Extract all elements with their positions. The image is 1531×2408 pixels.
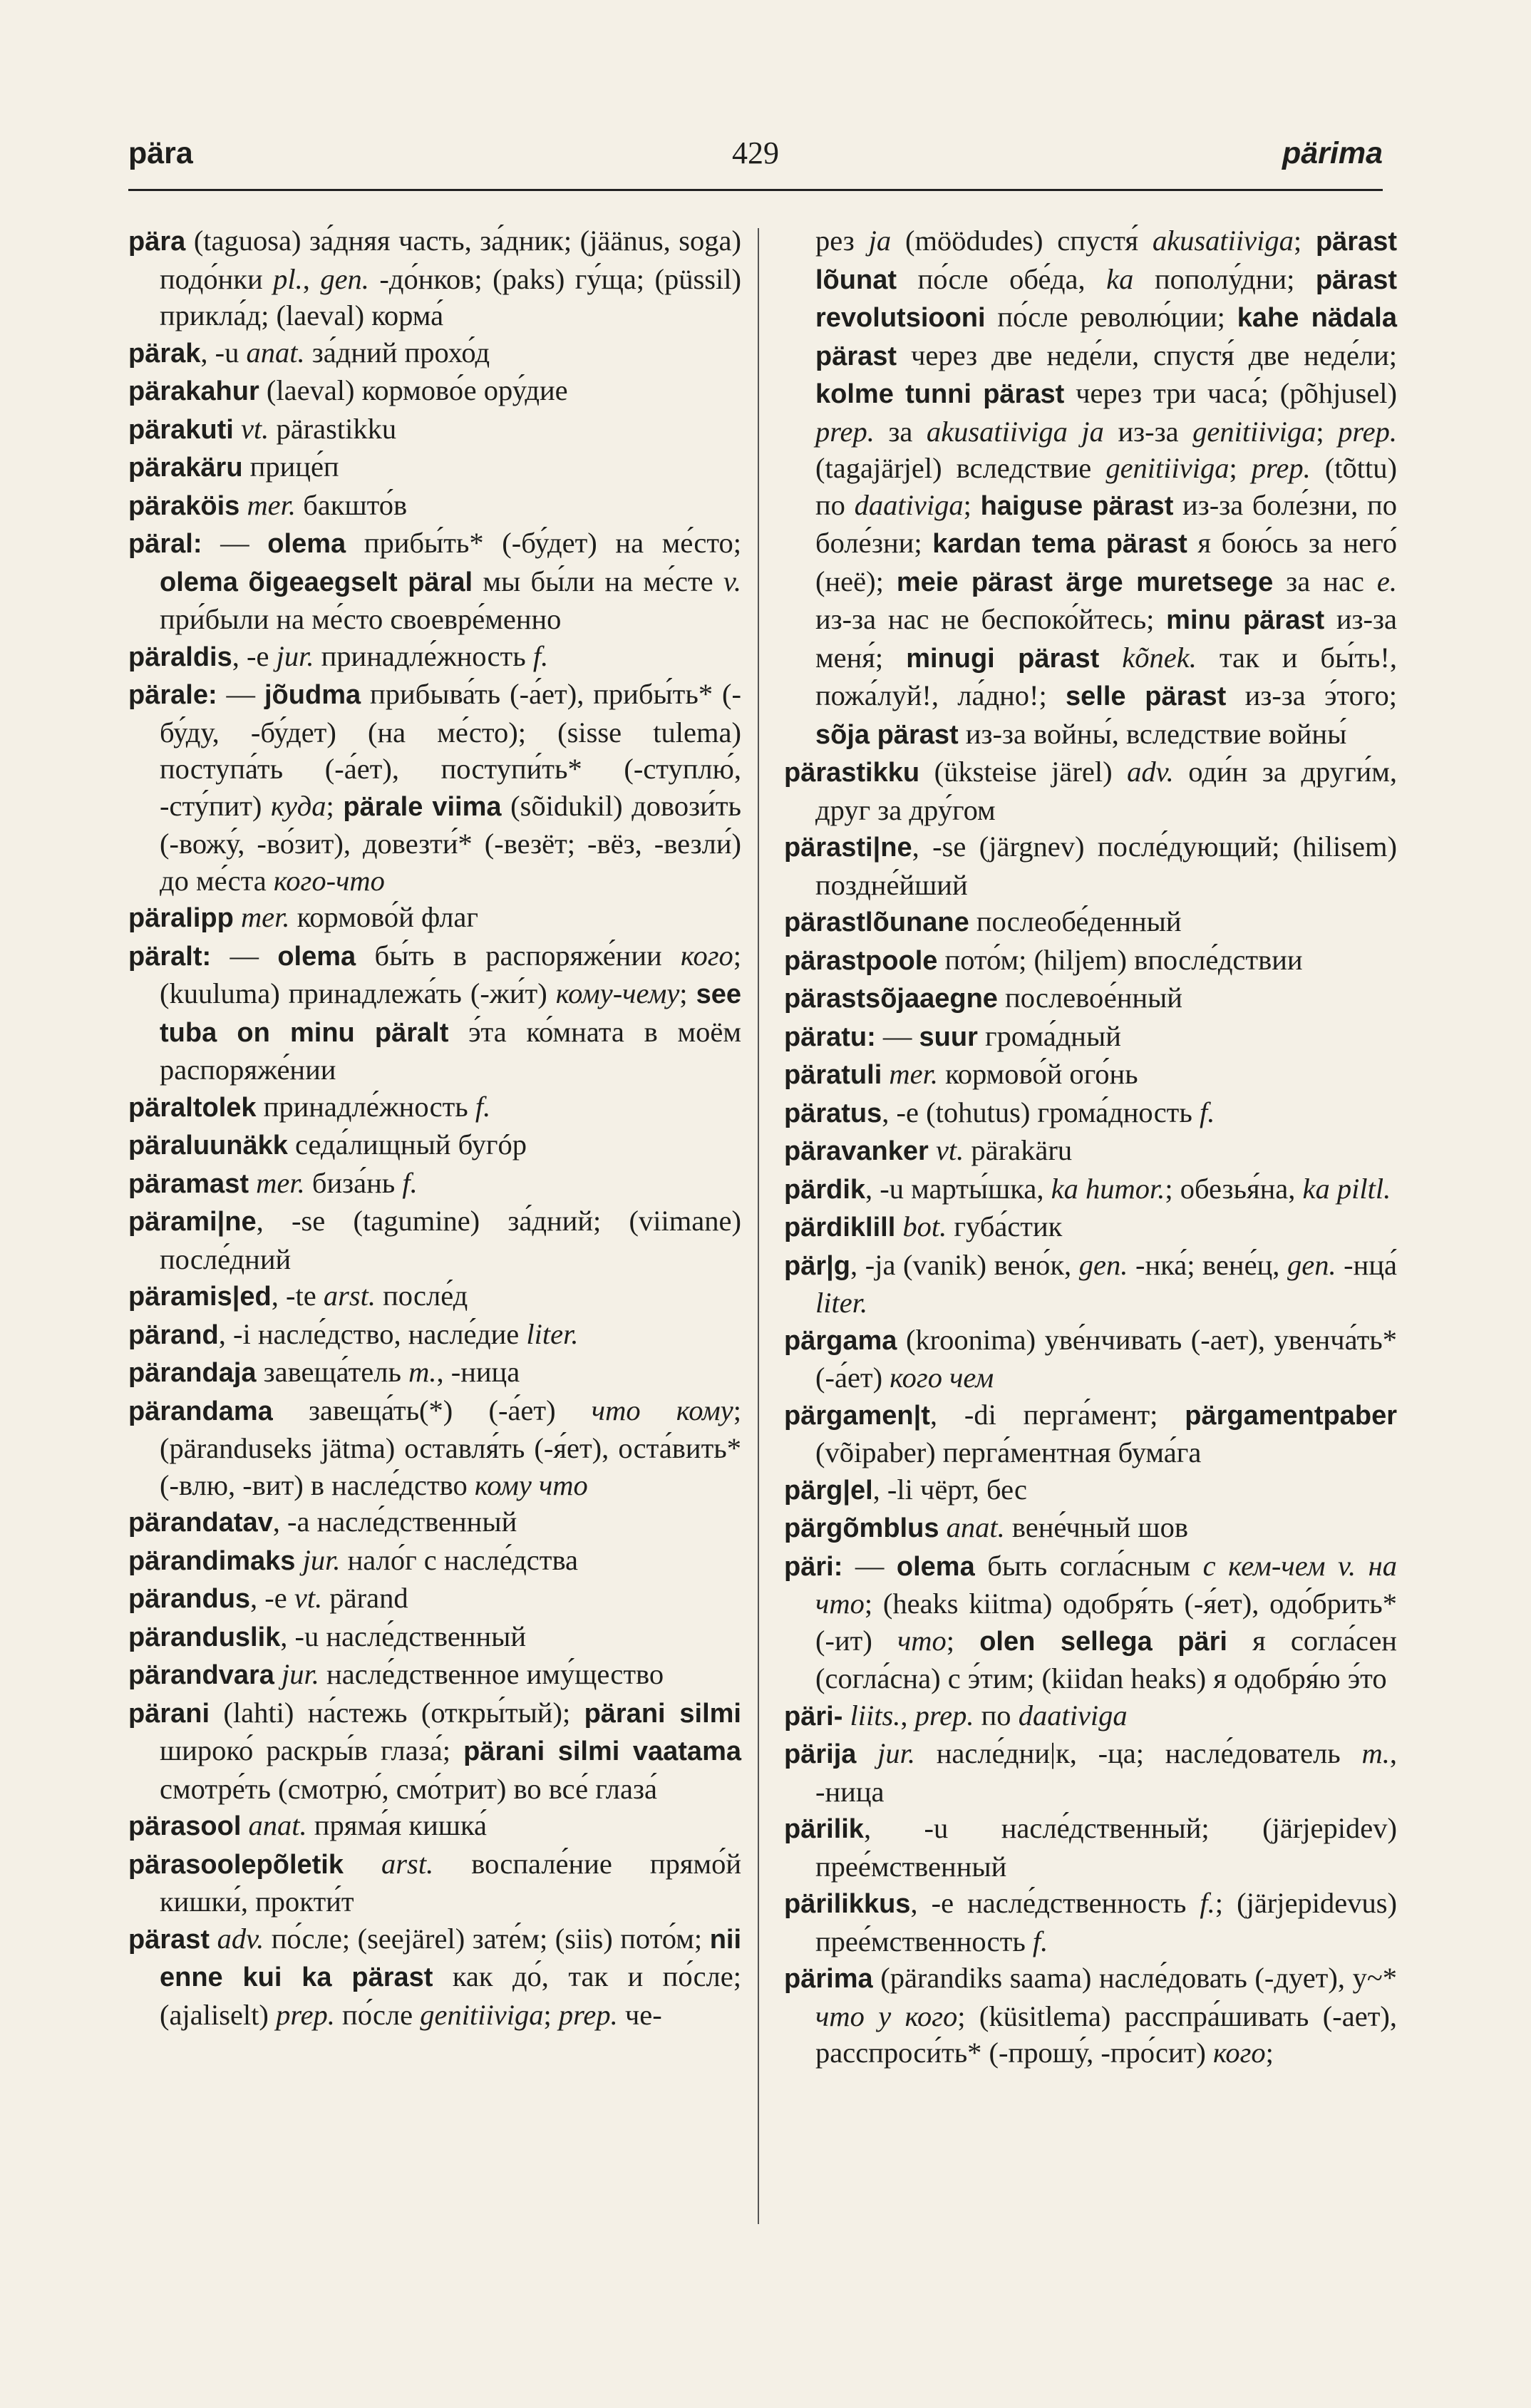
dictionary-entry: pärakäru прице́п — [128, 451, 339, 483]
page-header — [128, 132, 1383, 189]
dictionary-entry: pärastikku (üksteise järel) adv. оди́н за други́м, друг за дру́гом — [784, 756, 1397, 826]
dictionary-entry: pärandus, -e vt. pärand — [128, 1582, 408, 1614]
dictionary-entry: päratu: — suur грома́дный — [784, 1019, 1121, 1052]
dictionary-entry: рез ja (möödudes) спустя́ akusatiiviga; pärast lõunat по́сле обе́да, ka пополу́дни; pärast revolutsiooni по́сле револю́ции; kahe nädala pärast через две неде́ли, спустя́ две неде́ли; kolme tunni pärast через три часа́; (põhjusel) prep. за akusatiiviga ja из-за genitiiviga; prep. (tagajärjel) вследствие genitiiviga; prep. (tõttu) по daativiga; haiguse pärast из-за боле́зни, по боле́зни; kardan tema pärast я бою́сь за него́ (неё); meie pärast ärge muretsege за нас e. из-за нас не беспоко́йтесь; minu pärast из-за меня́; minugi pärast kõnek. так и бы́ть!, пожа́луй!, ла́дно!; selle pärast из-за э́того; sõja pärast из-за войны́, вследствие войны́ — [815, 225, 1398, 750]
dictionary-entry: pärale: — jõudma прибыва́ть (-а́ет), прибы́ть* (-бу́ду, -бу́дет) (на ме́сто); (sisse tulema) поступа́ть (-а́ет), поступи́ть* (-ступлю́, -сту́пит) куда; pärale viima (sõidukil) довози́ть (-вожу́, -во́зит), довезти́* (-везёт; -вёз, -везли́) до ме́ста кого-что — [128, 678, 741, 897]
dictionary-entry: pärasool anat. пряма́я кишка́ — [128, 1809, 487, 1841]
dictionary-entry: pärdik, -u марты́шка, ka humor.; обезья́на, ka piltl. — [784, 1172, 1391, 1205]
dictionary-entry: pärasti|ne, -se (järgnev) после́дующий; (hilisem) поздне́йший — [784, 830, 1397, 901]
dictionary-entry: päri- liits., prep. по daativiga — [784, 1699, 1128, 1732]
dictionary-entry: päraldis, -e jur. принадле́жность f. — [128, 639, 549, 672]
header-rule — [128, 189, 1383, 191]
header-guide-word-right: pärima — [1282, 136, 1383, 170]
dictionary-entry: päranduslik, -u насле́дственный — [128, 1620, 527, 1652]
header-guide-word-left: pära — [128, 136, 193, 170]
dictionary-entry: pärilikkus, -e насле́дственность f.; (järjepidevus) прее́мственность f. — [784, 1887, 1397, 1957]
dictionary-entry: päraköis mer. бакшто́в — [128, 488, 408, 521]
dictionary-entry: pärilik, -u насле́дственный; (järjepidev) прее́мственный — [784, 1812, 1397, 1883]
dictionary-entry: pärandimaks jur. нало́г с насле́дства — [128, 1543, 579, 1576]
dictionary-entry: pärandaja завеща́тель m., -ница — [128, 1356, 520, 1388]
dictionary-entry: päral: — olema прибы́ть* (-бу́дет) на ме́сто; olema õigeaegselt päral мы бы́ли на ме́сте v. при́были на ме́сто своевре́менно — [128, 527, 741, 635]
dictionary-entry: päratuli mer. кормово́й ого́нь — [784, 1058, 1138, 1090]
dictionary-entry: pärija jur. насле́дни|к, -ца; насле́дователь m., -ница — [784, 1737, 1397, 1808]
dictionary-entry: päralipp mer. кормово́й флаг — [128, 901, 478, 933]
dictionary-entry: pärand, -i насле́дство, насле́дие liter. — [128, 1317, 579, 1350]
dictionary-entry: pärg|el, -li чёрт, бес — [784, 1473, 1028, 1506]
dictionary-entry: pärakahur (laeval) кормово́е ору́дие — [128, 374, 568, 406]
dictionary-entry: pärgamen|t, -di перга́мент; pärgamentpaber (võipaber) перга́ментная бума́га — [784, 1398, 1397, 1468]
dictionary-entry: päralt: — olema бы́ть в распоряже́нии кого; (kuuluma) принадлежа́ть (-жи́т) кому-чему; see tuba on minu päralt э́та ко́мната в моём распоряже́нии — [128, 939, 742, 1086]
dictionary-entry: päraluunäkk седа́лищный бугóр — [128, 1128, 527, 1161]
dictionary-entry: päri: — olema быть согла́сным с кем-чем v. на что; (heaks kiitma) одобря́ть (-я́ет), одо́брить* (-ит) что; olen sellega päri я согла́сен (согла́сна) с э́тим; (kiidan heaks) я одобря́ю э́то — [784, 1549, 1397, 1694]
dictionary-entry: pärgama (kroonima) уве́нчивать (-ает), увенча́ть* (-а́ет) кого чем — [784, 1323, 1397, 1394]
dictionary-entry: pärastlõunane послеобе́денный — [784, 905, 1182, 937]
dictionary-entry: pärandatav, -a насле́дственный — [128, 1506, 517, 1538]
dictionary-entry: pärima (pärandiks saama) насле́довать (-дует), у~* что у кого; (küsitlema) расспра́шивать (-ает), расспроси́ть* (-прошу́, -про́сит) кого; — [784, 1962, 1397, 2069]
dictionary-entry: pärandama завеща́ть(*) (-а́ет) что кому; (päranduseks jätma) оставля́ть (-я́ет), оста́вить* (-влю, -вит) в насле́дство кому что — [128, 1394, 741, 1501]
dictionary-entry: pärastpoole пото́м; (hiljem) впосле́дствии — [784, 943, 1303, 976]
page-number: 429 — [732, 135, 779, 170]
dictionary-entry: pärak, -u anat. за́дний прохо́д — [128, 336, 490, 369]
dictionary-entry: pärani (lahti) на́стежь (откры́тый); pärani silmi широко́ раскры́в глаза́; pärani silmi vaatama смотре́ть (смотрю́, смо́трит) во все́ глаза́ — [128, 1696, 741, 1805]
dictionary-entry: pärast adv. по́сле; (seejärel) зате́м; (siis) пото́м; nii enne kui ka pärast как до́, так и по́сле; (ajaliselt) prep. по́сле genitiiviga; prep. че- — [128, 1922, 742, 2031]
dictionary-entry: pära (taguosa) за́дняя часть, за́дник; (jäänus, soga) подо́нки pl., gen. -до́нков; (paks) гу́ща; (püssil) прикла́д; (laeval) корма́ — [128, 225, 742, 331]
left-column — [128, 222, 741, 2033]
right-column — [784, 222, 1397, 2072]
dictionary-entry: pärami|ne, -se (tagumine) за́дний; (viimane) после́дний — [128, 1205, 741, 1275]
dictionary-entry: pärandvara jur. насле́дственное иму́щество — [128, 1658, 664, 1690]
dictionary-entry: päratus, -e (tohutus) грома́дность f. — [784, 1096, 1215, 1128]
dictionary-entry: päramis|ed, -te arst. после́д — [128, 1280, 468, 1312]
dictionary-entry: pär|g, -ja (vanik) вено́к, gen. -нка́; вене́ц, gen. -нца́ liter. — [784, 1248, 1397, 1319]
dictionary-entry: päravanker vt. pärakäru — [784, 1134, 1073, 1166]
dictionary-entry: pärdiklill bot. губа́стик — [784, 1210, 1063, 1242]
dictionary-entry: pärastsõjaaegne послевое́нный — [784, 982, 1182, 1014]
dictionary-entry: päramast mer. биза́нь f. — [128, 1166, 418, 1199]
dictionary-entry: pärgõmblus anat. вене́чный шов — [784, 1511, 1188, 1543]
dictionary-entry: päraltolek принадле́жность f. — [128, 1090, 491, 1123]
dictionary-entry: pärasoolepõletik arst. воспале́ние прямо́й кишки́, прокти́т — [128, 1847, 742, 1918]
dictionary-entry: pärakuti vt. pärastikku — [128, 412, 397, 445]
column-divider — [758, 228, 759, 2224]
